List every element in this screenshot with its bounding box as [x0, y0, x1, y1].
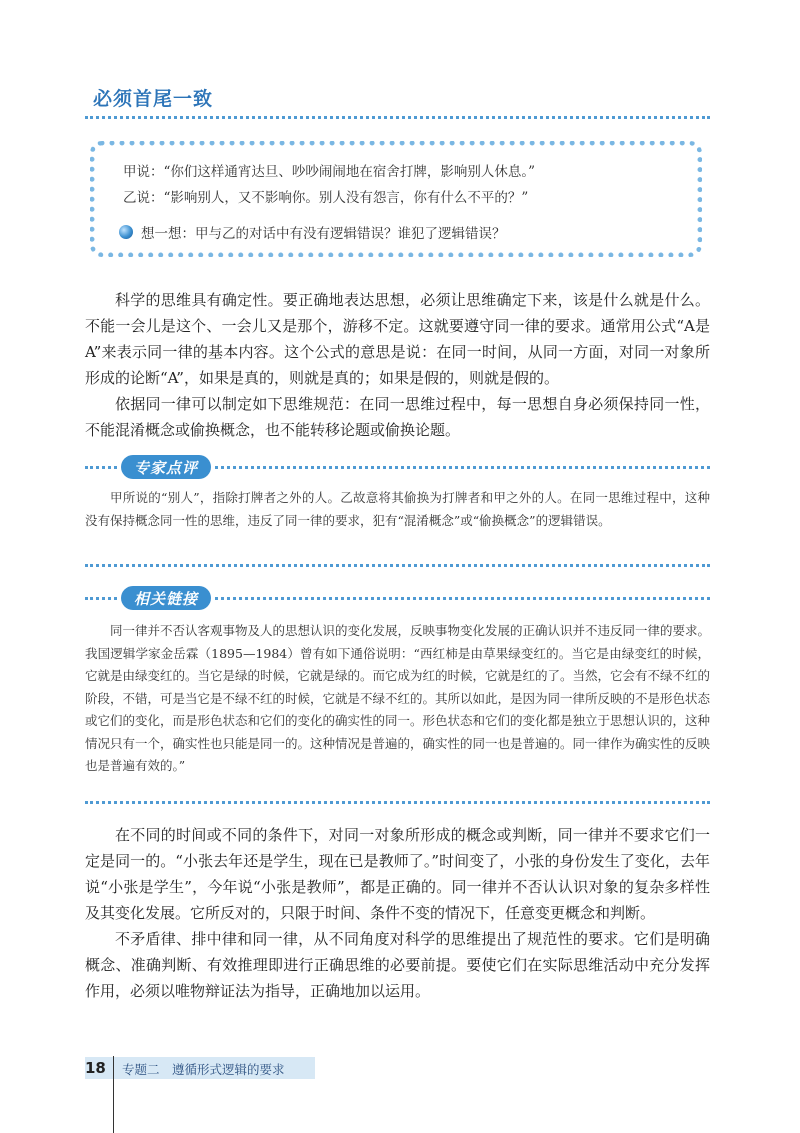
section-title: 必须首尾一致 — [93, 88, 214, 110]
divider — [85, 801, 710, 804]
globe-icon — [119, 225, 133, 239]
expert-text: 甲所说的“别人”，指除打牌者之外的人。乙故意将其偷换为打牌者和甲之外的人。在同一思维过程中，这种没有保持概念同一性的思维，违反了同一律的要求，犯有“混淆概念”或“偷换概念”的逻辑错误。 — [85, 490, 710, 528]
page-number: 18 — [85, 1059, 106, 1077]
link-header — [85, 586, 710, 610]
divider — [215, 466, 710, 469]
main-text — [85, 287, 710, 443]
expert-header — [85, 455, 710, 479]
dialogue-box — [90, 141, 702, 257]
dialogue-line-a: 甲说：“你们这样通宵达旦、吵吵闹闹地在宿舍打牌，影响别人休息。” — [123, 164, 536, 180]
dialogue-line-b: 乙说：“影响别人，又不影响你。别人没有怨言，你有什么不平的？” — [123, 190, 529, 206]
expert-comment — [85, 487, 710, 532]
main-paragraph: 科学的思维具有确定性。要正确地表达思想，必须让思维确定下来，该是什么就是什么。不能一会儿是这个、一会儿又是那个，游移不定。这就要遵守同一律的要求。通常用公式“A是A”来表示同一律的基本内容。这个公式的意思是说：在同一时间，从同一方面，对同一对象所形成的论断“A”，如果是真的，则就是真的；如果是假的，则就是假的。 — [85, 291, 710, 387]
divider — [85, 116, 710, 119]
expert-label: 专家点评 — [121, 455, 211, 479]
closing-text — [85, 822, 710, 1004]
divider — [85, 466, 117, 469]
think-prompt — [119, 222, 506, 242]
divider — [85, 597, 117, 600]
related-link — [85, 620, 710, 778]
divider — [215, 597, 710, 600]
closing-paragraph: 在不同的时间或不同的条件下，对同一对象所形成的概念或判断，同一律并不要求它们一定是同一的。“小张去年还是学生，现在已是教师了。”时间变了，小张的身份发生了变化，去年说“小张是学生”，今年说“小张是教师”，都是正确的。同一律并不否认认识对象的复杂多样性及其变化发展。它所反对的，只限于时间、条件不变的情况下，任意变更概念和判断。 — [85, 826, 710, 922]
divider — [85, 564, 710, 567]
main-paragraph: 依据同一律可以制定如下思维规范：在同一思维过程中，每一思想自身必须保持同一性，不能混淆概念或偷换概念，也不能转移论题或偷换论题。 — [85, 395, 710, 439]
footer-divider — [113, 1056, 114, 1133]
link-text: 同一律并不否认客观事物及人的思想认识的变化发展，反映事物变化发展的正确认识并不违反同一律的要求。我国逻辑学家金岳霖（1895—1984）曾有如下通俗说明：“西红柿是由草果绿变红的。当它是由绿变红的时候，它就是由绿变红的。当它是绿的时候，它就是绿的。而它成为红的时候，它就是红的了。当然，它会有不绿不红的阶段，不错，可是当它是不绿不红的时候，它就是不绿不红的。其所以如此，是因为同一律所反映的不是形色状态或它们的变化，而是形色状态和它们的变化的确实性的同一。形色状态和它们的变化都是独立于思想认识的，这种情况只有一个，确实性也只能是同一的。这种情况是普遍的，确实性的同一也是普遍的。同一律作为确实性的反映也是普遍有效的。” — [85, 623, 711, 773]
chapter-label: 专题二 遵循形式逻辑的要求 — [122, 1062, 285, 1077]
think-text: 想一想：甲与乙的对话中有没有逻辑错误？谁犯了逻辑错误？ — [141, 226, 506, 242]
link-label: 相关链接 — [121, 586, 211, 610]
closing-paragraph: 不矛盾律、排中律和同一律，从不同角度对科学的思维提出了规范性的要求。它们是明确概念、准确判断、有效推理即进行正确思维的必要前提。要使它们在实际思维活动中充分发挥作用，必须以唯物辩证法为指导，正确地加以运用。 — [85, 930, 710, 1000]
